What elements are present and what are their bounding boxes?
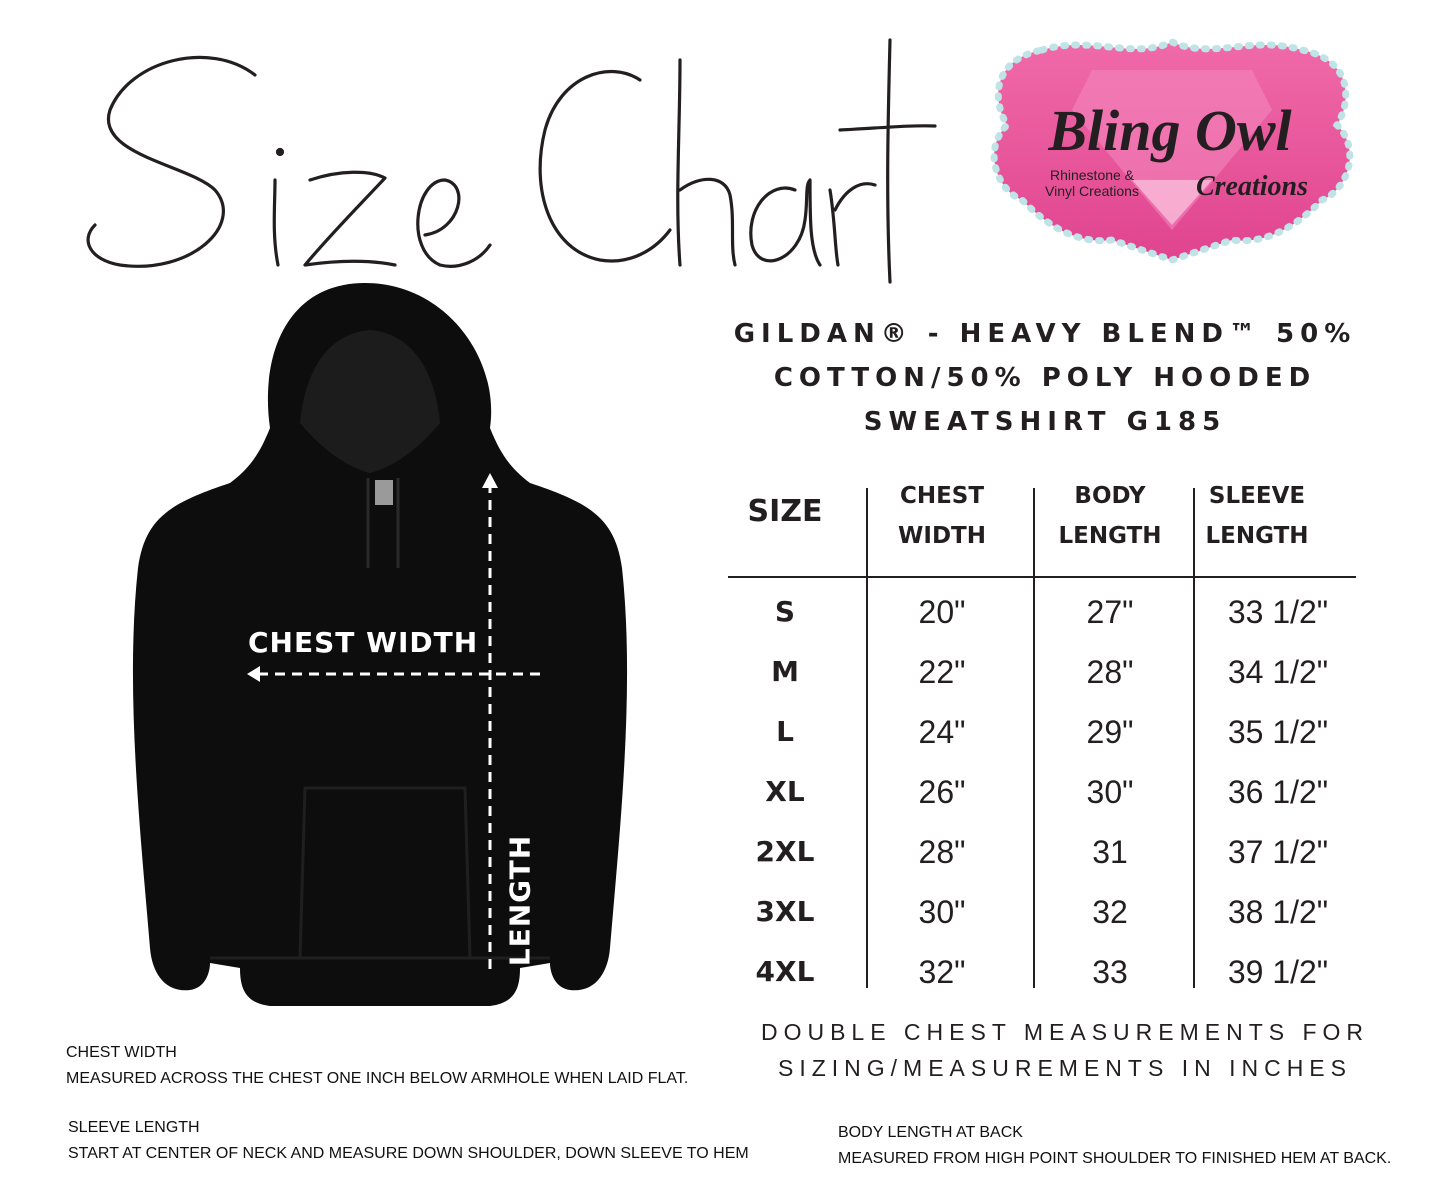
logo-subtitle-text: Rhinestone & [1049,167,1135,183]
cell-chest-width: 20" [918,594,966,630]
cell-body-length: 28" [1086,654,1134,690]
cell-chest-width: 32" [918,954,966,990]
cell-chest-width: 28" [918,834,966,870]
cell-size: 4XL [755,955,815,988]
chest-width-definition [66,1040,688,1092]
note-line: DOUBLE CHEST MEASUREMENTS FOR [760,1019,1370,1045]
definition-title: CHEST WIDTH [66,1044,177,1061]
cell-body-length: 29" [1086,714,1134,750]
cell-sleeve-length: 38 1/2" [1227,894,1329,930]
header-line: WIDTH [898,523,986,549]
note-line: SIZING/MEASUREMENTS IN INCHES [778,1055,1352,1081]
cell-size: XL [765,775,805,808]
svg-text:Creations: Creations [1195,171,1309,202]
length-label: LENGTH [503,834,537,967]
measurement-note [740,1014,1390,1086]
header-line: CHEST [899,483,985,509]
header-size: SIZE [747,494,823,529]
product-title-line: COTTON/50% POLY HOODED [773,363,1317,393]
logo-brand-text: Bling Owl [1048,98,1292,163]
cell-sleeve-length: 33 1/2" [1227,594,1329,630]
cell-body-length: 30" [1086,774,1134,810]
cell-sleeve-length: 37 1/2" [1227,834,1329,870]
table-header-divider [728,576,1356,578]
header-body-length [1040,476,1180,556]
cell-body-length: 31 [1092,834,1128,870]
sleeve-length-definition [68,1115,749,1167]
cell-size: M [771,655,799,688]
cell-body-length: 33 [1092,954,1128,990]
table-column-divider [866,488,868,988]
cell-size: 2XL [755,835,815,868]
product-title-line: GILDAN® - HEAVY BLEND™ 50% [733,319,1357,349]
cell-sleeve-length: 39 1/2" [1227,954,1329,990]
header-chest-width [872,476,1012,556]
cell-size: L [776,715,794,748]
table-column-divider [1033,488,1035,988]
brand-logo [982,30,1362,265]
cell-sleeve-length: 35 1/2" [1227,714,1329,750]
cell-chest-width: 30" [918,894,966,930]
definition-title: BODY LENGTH AT BACK [838,1124,1023,1141]
size-chart-heading [40,20,940,290]
chest-width-label: CHEST WIDTH [248,626,479,659]
definition-text: START AT CENTER OF NECK AND MEASURE DOWN SHOULDER, DOWN SLEEVE TO HEM [68,1145,749,1162]
cell-chest-width: 24" [918,714,966,750]
header-line: LENGTH [1205,523,1309,549]
definition-text: MEASURED ACROSS THE CHEST ONE INCH BELOW ARMHOLE WHEN LAID FLAT. [66,1070,689,1087]
definition-title: SLEEVE LENGTH [68,1119,200,1136]
cell-size: S [774,595,796,628]
table-column-divider [1193,488,1195,988]
cell-size: 3XL [755,895,815,928]
product-title [700,312,1390,444]
cell-sleeve-length: 36 1/2" [1227,774,1329,810]
cell-body-length: 27" [1086,594,1134,630]
header-line: LENGTH [1058,523,1162,549]
cell-chest-width: 22" [918,654,966,690]
cell-sleeve-length: 34 1/2" [1227,654,1329,690]
svg-text:Vinyl Creations: Vinyl Creations [1045,183,1139,199]
product-title-line: SWEATSHIRT G185 [863,407,1227,437]
header-line: BODY [1074,483,1146,509]
header-line: SLEEVE [1208,483,1306,509]
cell-body-length: 32 [1092,894,1128,930]
definition-text: MEASURED FROM HIGH POINT SHOULDER TO FINISHED HEM AT BACK. [838,1150,1392,1167]
cell-chest-width: 26" [918,774,966,810]
header-sleeve-length [1192,476,1322,556]
body-length-definition [838,1120,1391,1172]
